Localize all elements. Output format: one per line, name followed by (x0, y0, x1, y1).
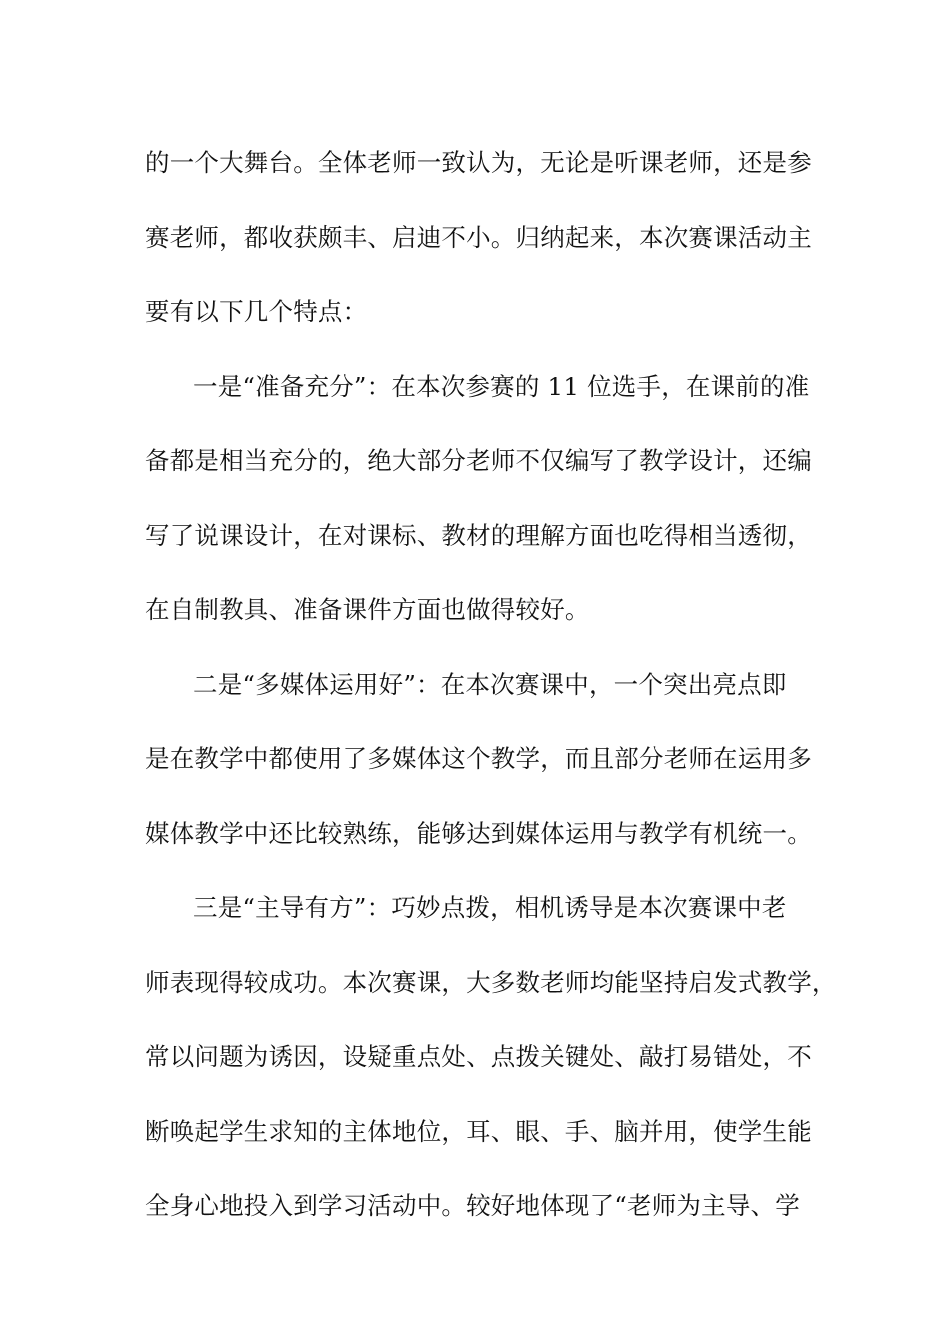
paragraph-line: 的一个大舞台。全体老师一致认为，无论是听课老师，还是参 (145, 148, 812, 177)
paragraph-line: 全身心地投入到学习活动中。较好地体现了“老师为主导、学 (145, 1191, 800, 1220)
paragraph-line-indented: 三是“主导有方”：巧妙点拨，相机诱导是本次赛课中老 (193, 893, 787, 922)
document-body (145, 126, 837, 1244)
paragraph-line: 备都是相当充分的，绝大部分老师不仅编写了教学设计，还编 (145, 446, 812, 475)
paragraph-line: 常以问题为诱因，设疑重点处、点拨关键处、敲打易错处，不 (145, 1042, 812, 1071)
paragraph-line: 写了说课设计，在对课标、教材的理解方面也吃得相当透彻， (145, 520, 812, 550)
paragraph-line-indented: 二是“多媒体运用好”：在本次赛课中，一个突出亮点即 (193, 669, 787, 699)
paragraph-line: 要有以下几个特点： (145, 297, 368, 326)
paragraph-line: 断唤起学生求知的主体地位，耳、眼、手、脑并用，使学生能 (145, 1116, 812, 1146)
paragraph-line: 在自制教具、准备课件方面也做得较好。 (145, 595, 590, 624)
paragraph-line: 媒体教学中还比较熟练，能够达到媒体运用与教学有机统一。 (145, 818, 812, 848)
paragraph-line: 师表现得较成功。本次赛课，大多数老师均能坚持启发式教学， (145, 967, 837, 997)
paragraph-line-indented: 一是“准备充分”：在本次参赛的 11 位选手，在课前的准 (193, 371, 810, 401)
paragraph-line: 赛老师，都收获颇丰、启迪不小。归纳起来，本次赛课活动主 (145, 222, 812, 252)
paragraph-line: 是在教学中都使用了多媒体这个教学，而且部分老师在运用多 (145, 744, 812, 773)
